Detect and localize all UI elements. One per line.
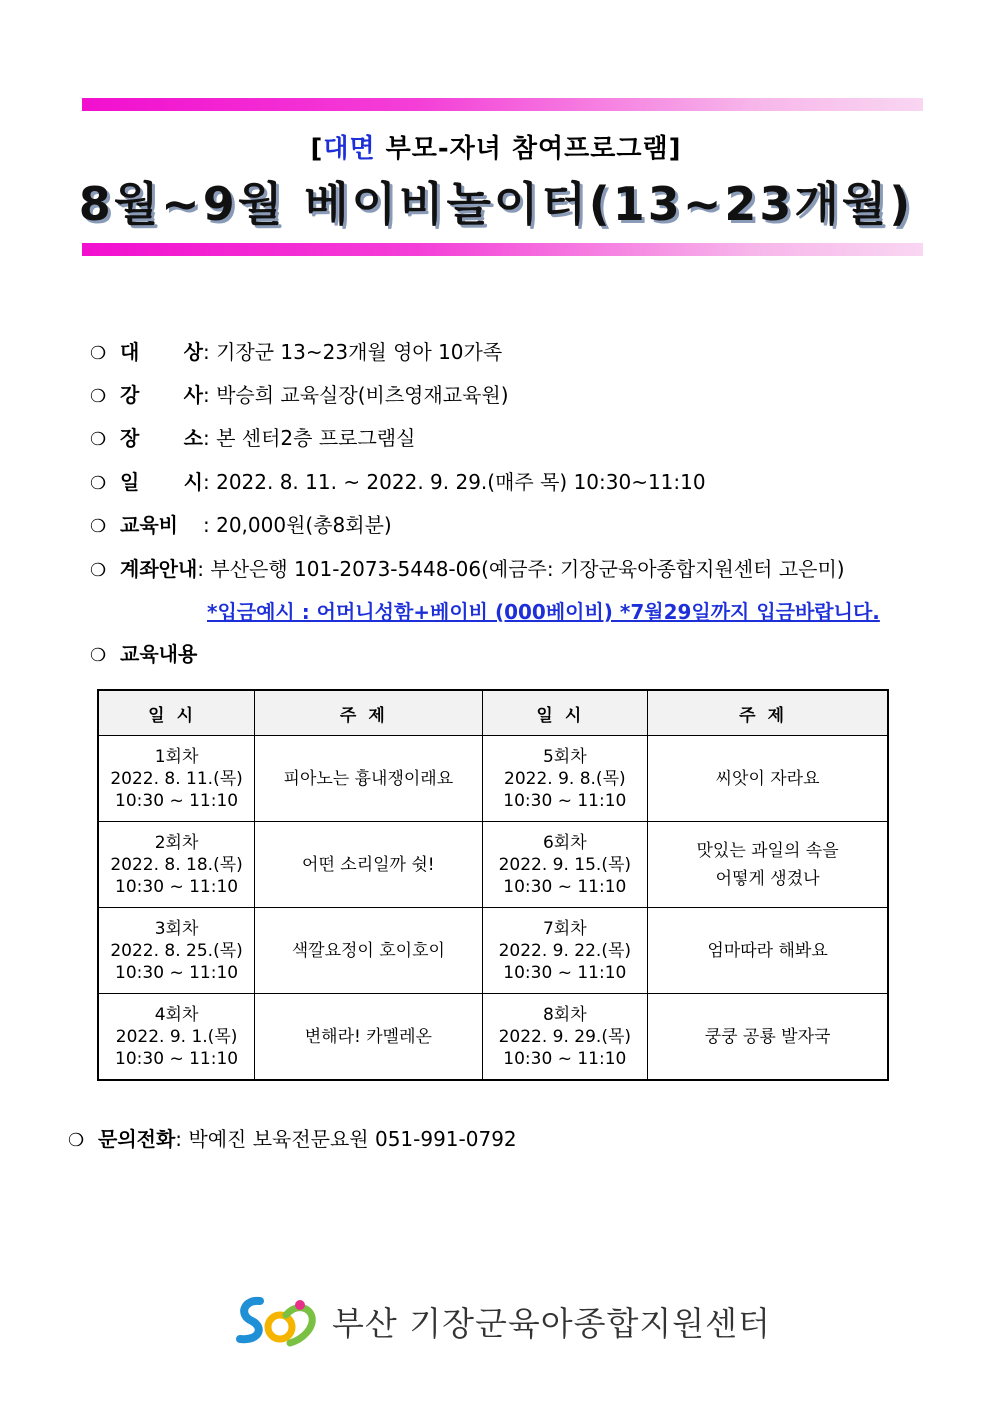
session-cell: 2회차 2022. 8. 18.(목) 10:30 ~ 11:10: [98, 822, 255, 908]
subtitle-highlight: 대면: [323, 134, 376, 164]
table-row: [98, 994, 888, 1081]
topic-cell: 어떤 소리일까 쉿!: [255, 822, 482, 908]
bullet-circle-icon: ❍: [90, 473, 107, 494]
info-label: 강 사: [120, 383, 203, 407]
session-cell: 6회차 2022. 9. 15.(목) 10:30 ~ 11:10: [482, 822, 648, 908]
topic-cell: 색깔요정이 호이호이: [255, 908, 482, 994]
topic-cell: 씨앗이 자라요: [648, 736, 888, 822]
topic-cell: 쿵쿵 공룡 발자국: [648, 994, 888, 1081]
info-label: 일 시: [120, 470, 203, 494]
contact-label: 문의전화: [98, 1127, 176, 1151]
session-cell: 5회차 2022. 9. 8.(목) 10:30 ~ 11:10: [482, 736, 648, 822]
bullet-circle-icon: ❍: [90, 429, 107, 450]
info-target: [90, 336, 502, 365]
topic-cell: 피아노는 흉내쟁이래요: [255, 736, 482, 822]
session-cell: 3회차 2022. 8. 25.(목) 10:30 ~ 11:10: [98, 908, 255, 994]
subtitle: [대면 부모-자녀 참여프로그램]: [310, 134, 682, 164]
info-datetime: [90, 466, 706, 495]
deposit-note: *입금예시 : 어머니성함+베이비 (000베이비) *7월29일까지 입금바랍니다.: [207, 600, 880, 624]
info-account: [90, 553, 845, 582]
contact-info: [68, 1123, 517, 1152]
page-title: 8월~9월 베이비놀이터(13~23개월): [78, 177, 914, 231]
col-header-datetime: 일시: [98, 690, 255, 736]
education-label: 교육내용: [120, 642, 198, 666]
contact-value: : 박예진 보육전문요원 051-991-0792: [175, 1127, 517, 1151]
info-place: [90, 422, 415, 451]
col-header-datetime: 일시: [482, 690, 648, 736]
footer-logo: [230, 1293, 771, 1349]
info-fee: [90, 509, 392, 538]
bottom-gradient-bar: [82, 243, 923, 256]
info-value: : 기장군 13~23개월 영아 10가족: [203, 340, 503, 364]
col-header-topic: 주제: [255, 690, 482, 736]
topic-cell: 변해라! 카멜레온: [255, 994, 482, 1081]
info-value: : 2022. 8. 11. ~ 2022. 9. 29.(매주 목) 10:30~11:10: [203, 470, 706, 494]
center-logo-icon: [230, 1293, 320, 1349]
info-value: : 본 센터2층 프로그램실: [203, 426, 416, 450]
info-label: 대 상: [120, 340, 203, 364]
education-heading: [90, 638, 197, 667]
info-label: 교육비: [120, 513, 178, 537]
session-cell: 1회차 2022. 8. 11.(목) 10:30 ~ 11:10: [98, 736, 255, 822]
info-label: 장 소: [120, 426, 203, 450]
table-row: [98, 908, 888, 994]
bullet-circle-icon: ❍: [90, 343, 107, 364]
center-name: 부산 기장군육아종합지원센터: [332, 1303, 771, 1343]
topic-cell: 맛있는 과일의 속을 어떻게 생겼나: [648, 822, 888, 908]
schedule-table: [97, 689, 889, 1081]
bullet-circle-icon: ❍: [90, 645, 107, 666]
topic-cell: 엄마따라 해봐요: [648, 908, 888, 994]
top-gradient-bar: [82, 98, 923, 111]
bullet-circle-icon: ❍: [90, 386, 107, 407]
bullet-circle-icon: ❍: [68, 1130, 85, 1151]
table-row: [98, 822, 888, 908]
table-header-row: [98, 690, 888, 736]
table-row: [98, 736, 888, 822]
info-label: 계좌안내: [120, 557, 198, 581]
session-cell: 7회차 2022. 9. 22.(목) 10:30 ~ 11:10: [482, 908, 648, 994]
info-value: : 20,000원(총8회분): [203, 513, 392, 537]
session-cell: 4회차 2022. 9. 1.(목) 10:30 ~ 11:10: [98, 994, 255, 1081]
session-cell: 8회차 2022. 9. 29.(목) 10:30 ~ 11:10: [482, 994, 648, 1081]
col-header-topic: 주제: [648, 690, 888, 736]
bullet-circle-icon: ❍: [90, 560, 107, 581]
info-instructor: [90, 379, 509, 408]
bullet-circle-icon: ❍: [90, 516, 107, 537]
info-value: : 박승희 교육실장(비츠영재교육원): [203, 383, 509, 407]
info-value: : 부산은행 101-2073-5448-06(예금주: 기장군육아종합지원센터 고은미): [197, 557, 845, 581]
